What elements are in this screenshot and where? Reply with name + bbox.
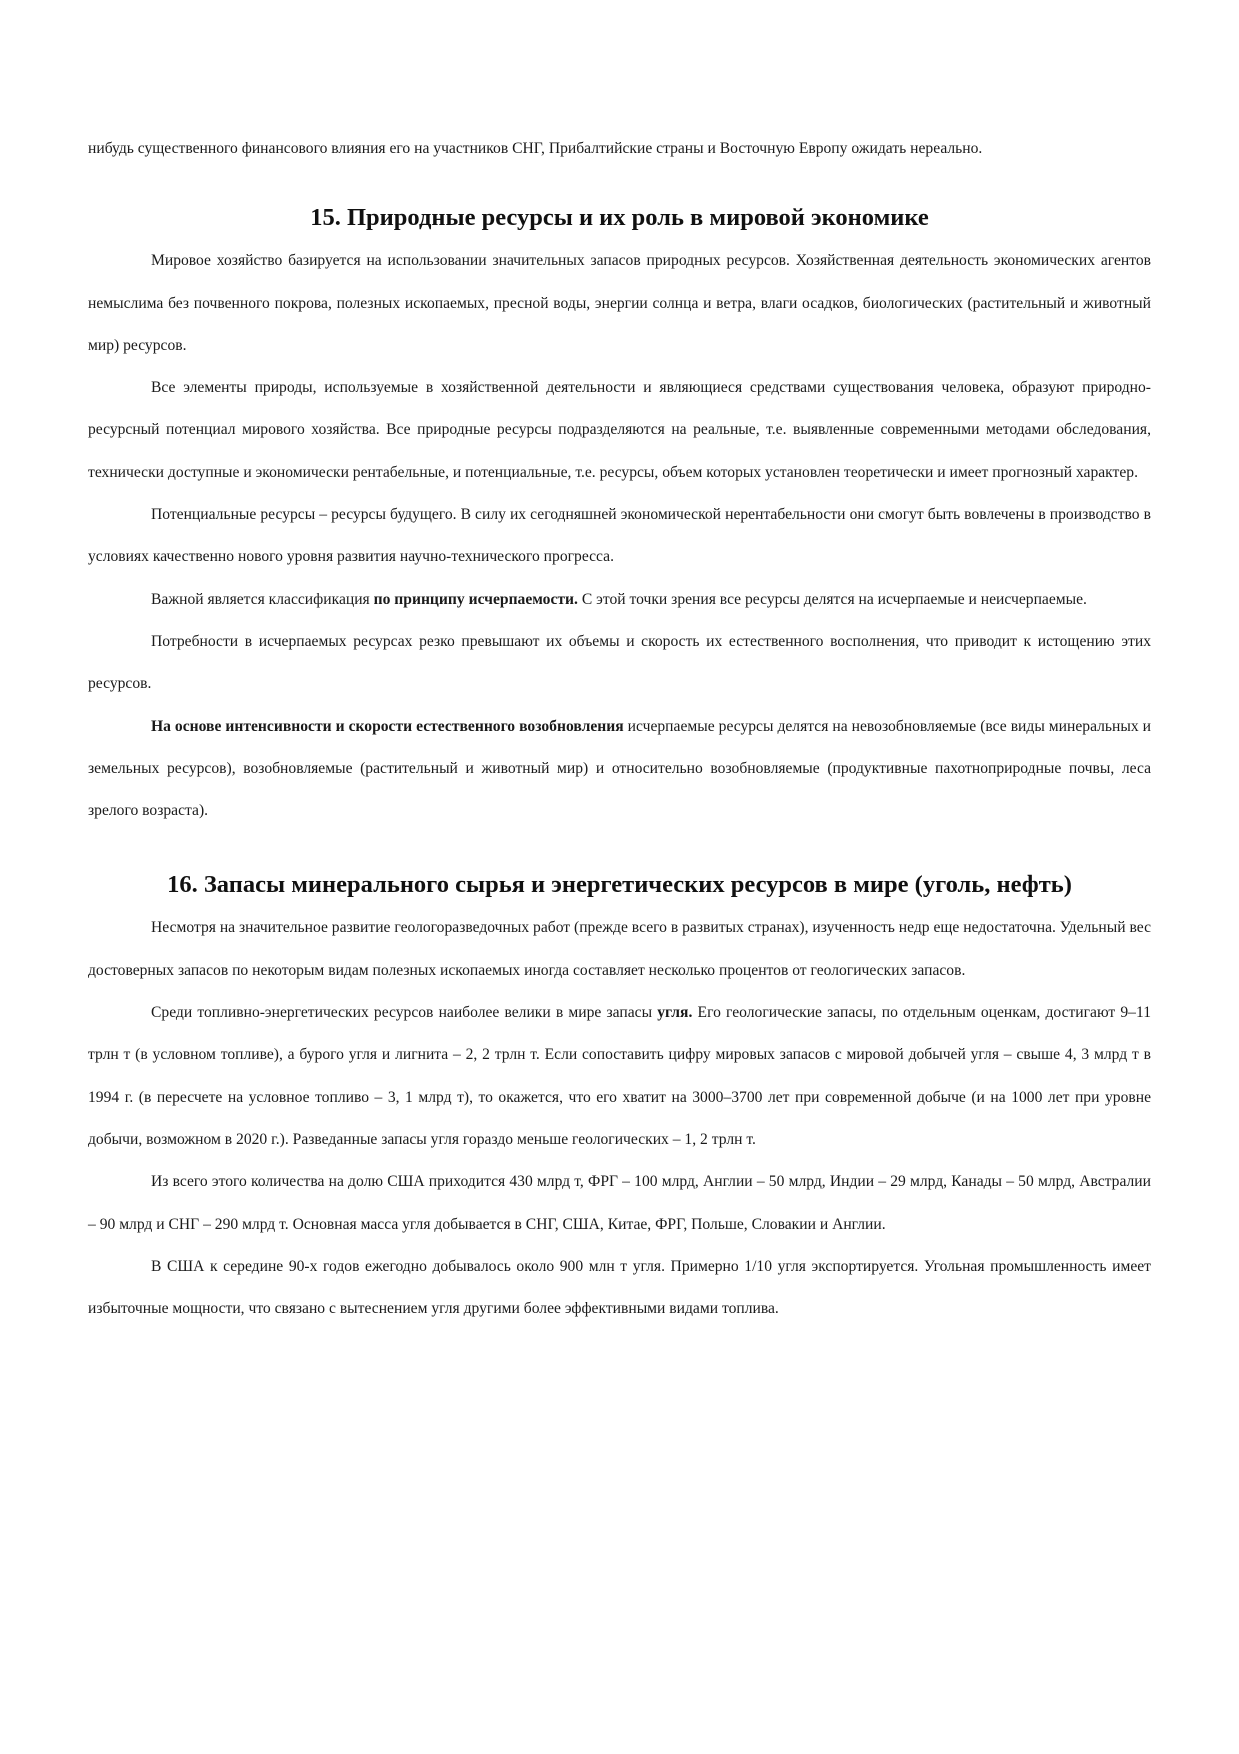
bold-term: по принципу исчерпаемости. xyxy=(373,590,578,608)
bold-term: угля. xyxy=(657,1004,693,1022)
section-16-paragraph-3: Из всего этого количества на долю США приходится 430 млрд т, ФРГ – 100 млрд, Англии – 50 млрд, Индии – 29 млрд, Канады – 50 млрд, Австралии – 90 млрд и СНГ – 290 млрд т. Основная масса угля добывается в СНГ, США, Китае, ФРГ, Польше, Словакии и Англии. xyxy=(88,1173,1151,1233)
paragraph-text: исчерпаемые ресурсы делятся на невозобновляемые (все виды минеральных и земельных ресурсов), возобновляемые (растительный и животный мир) и относительно возобновляемые (продуктивные пахотноприродные почвы, леса зрелого возраста). xyxy=(88,717,1152,820)
section-16-paragraph-1: Несмотря на значительное развитие геологоразведочных работ (прежде всего в развитых странах), изученность недр еще недостаточна. Удельный вес достоверных запасов по некоторым видам полезных ископаемых иногда составляет несколько процентов от геологических запасов. xyxy=(88,919,1151,979)
paragraph-text: С этой точки зрения все ресурсы делятся на исчерпаемые и неисчерпаемые. xyxy=(577,590,1087,608)
paragraph-text: Среди топливно-энергетических ресурсов наиболее велики в мире запасы xyxy=(151,1004,658,1022)
paragraph-text: Важной является классификация xyxy=(151,590,374,608)
paragraph-text: Его геологические запасы, по отдельным оценкам, достигают 9–11 трлн т (в условном топливе), а бурого угля и лигнита – 2, 2 трлн т. Если сопоставить цифру мировых запасов с мировой добычей угля – свыше 4, 3 млрд т в 1994 г. (в пересчете на условное топливо – 3, 1 млрд т), то окажется, что его хватит на 3000–3700 лет при современной добыче (и на 1000 лет при уровне добычи, возможном в 2020 г.). Разведанные запасы угля гораздо меньше геологических – 1, 2 трлн т. xyxy=(88,1004,1151,1148)
bold-term: На основе интенсивности и скорости естественного возобновления xyxy=(151,717,624,735)
intro-paragraph: нибудь существенного финансового влияния его на участников СНГ, Прибалтийские страны и Восточную Европу ожидать нереально. xyxy=(88,140,983,157)
section-15-paragraph-4 xyxy=(88,579,1151,621)
section-15-heading: 15. Природные ресурсы и их роль в мировой экономике xyxy=(310,204,929,232)
section-15-paragraph-6 xyxy=(88,706,1151,833)
section-15-paragraph-3: Потенциальные ресурсы – ресурсы будущего. В силу их сегодняшней экономической нерентабельности они смогут быть вовлечены в производство в условиях качественно нового уровня развития научно-технического прогресса. xyxy=(88,506,1151,566)
section-16-paragraph-4: В США к середине 90-х годов ежегодно добывалось около 900 млн т угля. Примерно 1/10 угля экспортируется. Угольная промышленность имеет избыточные мощности, что связано с вытеснением угля другими более эффективными видами топлива. xyxy=(88,1257,1151,1318)
section-15-paragraph-5: Потребности в исчерпаемых ресурсах резко превышают их объемы и скорость их естественного восполнения, что приводит к истощению этих ресурсов. xyxy=(88,632,1151,693)
section-15-paragraph-2: Все элементы природы, используемые в хозяйственной деятельности и являющиеся средствами существования человека, образуют природно-ресурсный потенциал мирового хозяйства. Все природные ресурсы подразделяются на реальные, т.е. выявленные современными методами обследования, технически доступные и экономически рентабельные, и потенциальные, т.е. ресурсы, объем которых установлен теоретически и имеет прогнозный характер. xyxy=(88,379,1151,481)
document-page xyxy=(88,128,1151,1330)
section-16-paragraph-2 xyxy=(88,992,1151,1161)
section-16-heading: 16. Запасы минерального сырья и энергетических ресурсов в мире (уголь, нефть) xyxy=(167,871,1072,899)
section-15-paragraph-1: Мировое хозяйство базируется на использовании значительных запасов природных ресурсов. Хозяйственная деятельность экономических агентов немыслима без почвенного покрова, полезных ископаемых, пресной воды, энергии солнца и ветра, влаги осадков, биологических (растительный и животный мир) ресурсов. xyxy=(88,252,1151,354)
